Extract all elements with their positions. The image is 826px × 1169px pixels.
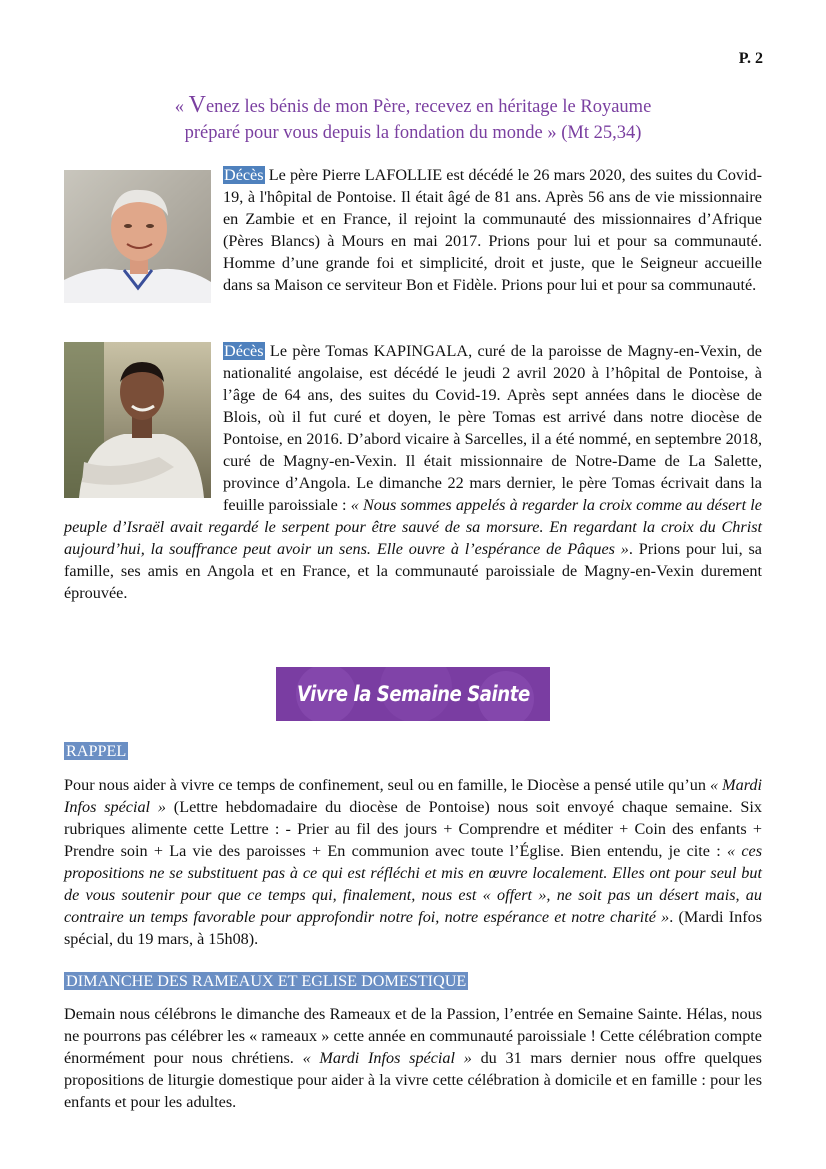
quote-open-mark: « [174,97,189,117]
rameaux-text-1: Demain nous célébrons le dimanche des Rameaux et de la Passion, l’entrée en Semaine Sainte. Hélas, nous ne pourrons pas célébrer les « rameaux » cette année en communauté paroissiale ! Cette célébration compte énormément pour nous chrétiens. [64,1005,762,1067]
quote-line-1 [64,92,762,120]
obituary-tomas-kapingala [64,340,762,604]
quote-line-2: préparé pour vous depuis la fondation du monde » (Mt 25,34) [184,123,642,143]
rappel-paragraph [64,774,762,950]
quote-line-1-text: enez les bénis de mon Père, recevez en héritage le Royaume [205,97,652,117]
rappel-text-2: (Lettre hebdomadaire du diocèse de Pontoise) nous soit envoyé chaque semaine. Six rubriques alimente cette Lettre : - Prier au fil des jours + Comprendre et méditer + Coin des enfants + Prendre soin + La vie des paroisses + En communion avec toute l’Église. Bien entendu, je cite : [64,798,763,860]
obituary-tag: Décès [224,166,264,184]
obituary-text-1: Le père Tomas KAPINGALA, curé de la paroisse de Magny-en-Vexin, de nationalité angolaise, est décédé le jeudi 2 avril 2020 à l’hôpital de Pontoise, à l’âge de 64 ans, des suites du Covid-19. Après sept années dans le diocèse de Blois, où il fut curé et doyen, le père Tomas est arrivé dans notre diocèse de Pontoise, en 2016. D’abord vicaire à Sarcelles, il a été nommé, en septembre 2018, curé de Magny-en-Vexin. Il était missionnaire de Notre-Dame de La Salette, province d’Angola. Le dimanche 22 mars dernier, le père Tomas écrivait dans la feuille paroissiale : [223,342,762,514]
obituary-pierre-lafollie [64,164,762,320]
rameaux-title: DIMANCHE DES RAMEAUX ET EGLISE DOMESTIQUE [66,972,467,990]
rappel-title: RAPPEL [66,742,127,760]
rappel-italic-1: « Mardi Infos spécial » [64,776,762,816]
rameaux-text-2: du 31 mars dernier nous offre quelques propositions de liturgie domestique pour aider à la vivre cette célébration à domicile et en famille : pour les enfants et pour les adultes. [64,1049,762,1111]
semaine-sainte-banner [276,667,550,721]
rappel-text-1: Pour nous aider à vivre ce temps de confinement, seul ou en famille, le Diocèse a pensé utile qu’un [64,776,710,794]
rappel-text-3: . (Mardi Infos spécial, du 19 mars, à 15h08). [64,908,763,948]
rappel-italic-2: « ces propositions ne se substituent pas à ce qui est réfléchi et mis en œuvre localement. Elles ont pour seul but de vous soutenir pour que ce temps qui, finalement, nous est « offert », ne soit pas un désert mais, au contraire un temps favorable pour approfondir notre foi, notre espérance et notre charité » [64,842,762,926]
obituary-tag: Décès [224,342,264,360]
scripture-quote [64,92,762,146]
banner-label: Vivre la Semaine Sainte [296,682,530,706]
section-title-rappel [64,742,128,761]
obituary-quote: « Nous sommes appelés à regarder la croix comme au désert le peuple d’Israël avait regardé le serpent pour être sauvé de sa morsure. En regardant la croix du Christ aujourd’hui, la souffrance peut avoir un sens. Elle ouvre à l’espérance de Pâques » [64,496,762,558]
quote-initial: V [188,92,206,118]
rameaux-paragraph [64,1003,762,1113]
page-number: P. 2 [738,50,763,67]
section-title-rameaux [64,972,468,991]
obituary-text-2: . Prions pour lui, sa famille, ses amis en Angola et en France, et la communauté paroissiale de Magny-en-Vexin durement éprouvée. [64,540,762,602]
obituary-text: Le père Pierre LAFOLLIE est décédé le 26 mars 2020, des suites du Covid-19, à l'hôpital de Pontoise. Il était âgé de 81 ans. Après 56 ans de vie missionnaire en Zambie et en France, il rejoint la communauté des missionnaires d’Afrique (Pères Blancs) à Mours en mai 2017. Prions pour lui et pour sa communauté. Homme d’une grande foi et simplicité, droit et juste, que le Seigneur accueille dans sa Maison ce serviteur Bon et Fidèle. Prions pour lui et pour sa communauté. [223,166,762,294]
rameaux-italic-1: « Mardi Infos spécial » [302,1049,472,1067]
